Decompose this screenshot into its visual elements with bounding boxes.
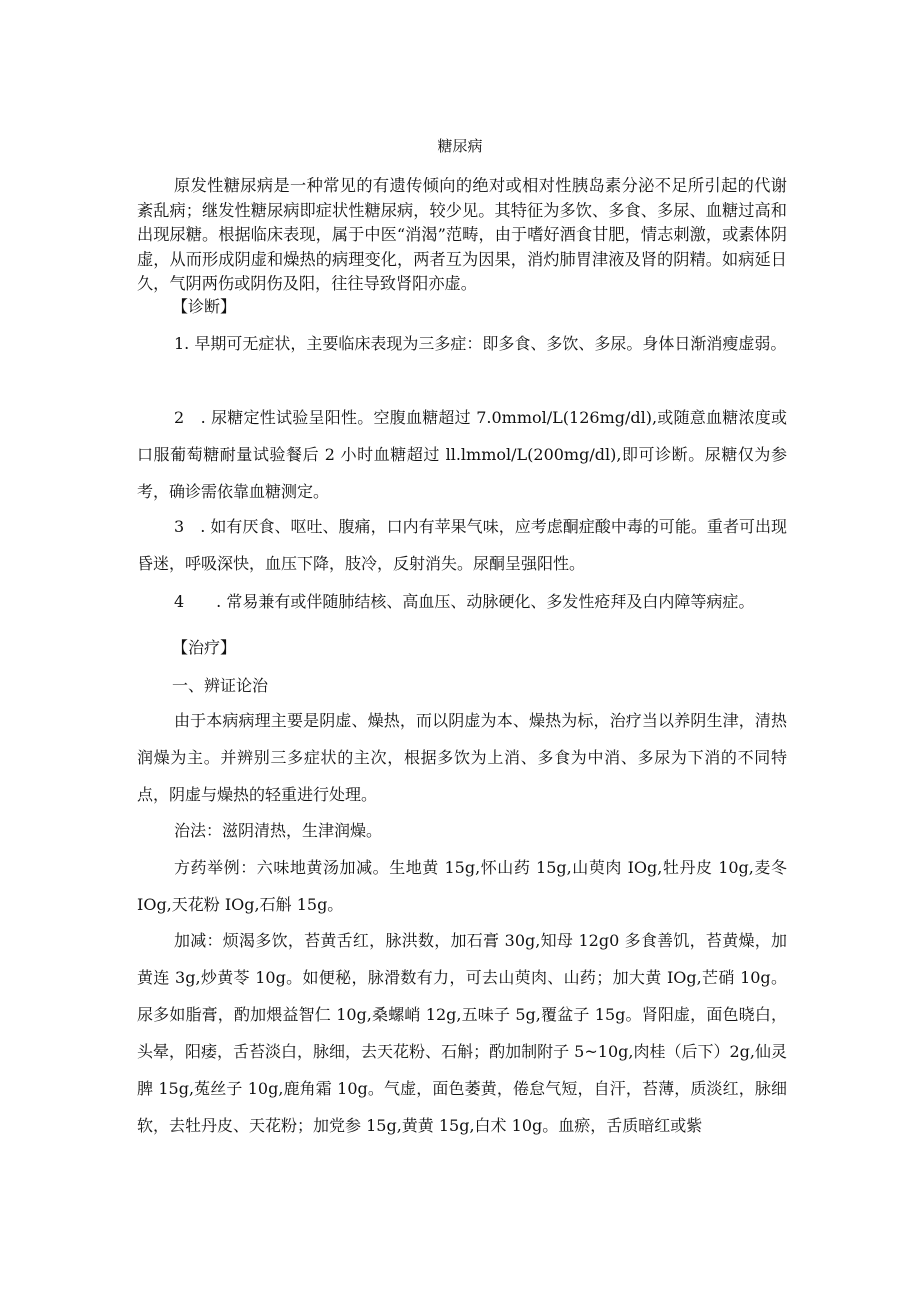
diagnosis-heading: 【诊断】	[172, 297, 237, 316]
diagnosis-item-3: 3 . 如有厌食、呕吐、腹痛，口内有苹果气味，应考虑酮症酸中毒的可能。重者可出现昏迷，呼吸深快，血压下降，肢冷，反射消失。尿酮呈强阳性。	[137, 517, 787, 573]
treatment-modification: 加减：烦渴多饮，苔黄舌红，脉洪数，加石膏 30g,知母 12g0 多食善饥，苔黄燥，加黄连 3g,炒黄苓 10g。如便秘，脉滑数有力，可去山萸肉、山药；加大黄 IOg,芒硝 10g。尿多如脂膏，酌加煨益智仁 10g,桑螺峭 12g,五味子 5g,覆盆子 15g。肾阳虚，面色晓白，头晕，阳痿，舌苔淡白，脉细，去天花粉、石斛；酌加制附子 5~10g,肉桂（后下）2g,仙灵脾 15g,菟丝子 10g,鹿角霜 10g。气虚，面色萎黄，倦怠气短，自汗，苔薄，质淡红，脉细软，去牡丹皮、天花粉；加党参 15g,黄黄 15g,白术 10g。血瘀，舌质暗红或紫	[137, 931, 787, 1135]
intro-paragraph: 原发性糖尿病是一种常见的有遗传倾向的绝对或相对性胰岛素分泌不足所引起的代谢紊乱病；继发性糖尿病即症状性糖尿病，较少见。其特征为多饮、多食、多尿、血糖过高和出现尿糖。根据临床表现，属于中医“消渴”范畴，由于嗜好酒食甘肥，情志刺激，或素体阴虚，从而形成阴虚和燥热的病理变化，两者互为因果，消灼肺胃津液及肾的阴精。如病延日久，气阴两伤或阴伤及阳，往往导致肾阳亦虚。	[137, 176, 787, 293]
treatment-heading: 【治疗】	[172, 638, 237, 657]
treatment-method: 治法：滋阴清热，生津润燥。	[174, 821, 383, 840]
treatment-subheading: 一、辨证论治	[172, 676, 269, 695]
treatment-principle: 由于本病病理主要是阴虚、燥热，而以阴虚为本、燥热为标，治疗当以养阴生津，清热润燥为主。并辨别三多症状的主次，根据多饮为上消、多食为中消、多尿为下消的不同特点，阴虚与燥热的轻重进行处理。	[137, 711, 787, 804]
diagnosis-item-2: 2 . 尿糖定性试验呈阳性。空腹血糖超过 7.0mmol/L(126mg/dl),或随意血糖浓度或口服葡萄糖耐量试验餐后 2 小时血糖超过 ll.lmmol/L(200mg/dl),即可诊断。尿糖仅为参考，确诊需依靠血糖测定。	[137, 408, 787, 501]
diagnosis-item-4: 4 . 常易兼有或伴随肺结核、高血压、动脉硬化、多发性疮拜及白内障等病症。	[174, 592, 755, 611]
document-title: 糖尿病	[437, 137, 483, 155]
treatment-prescription: 方药举例：六味地黄汤加减。生地黄 15g,怀山药 15g,山萸肉 IOg,牡丹皮 10g,麦冬 IOg,天花粉 IOg,石斛 15g。	[137, 858, 787, 914]
diagnosis-item-1: 1. 早期可无症状，主要临床表现为三多症：即多食、多饮、多尿。身体日渐消瘦虚弱。	[174, 334, 787, 353]
